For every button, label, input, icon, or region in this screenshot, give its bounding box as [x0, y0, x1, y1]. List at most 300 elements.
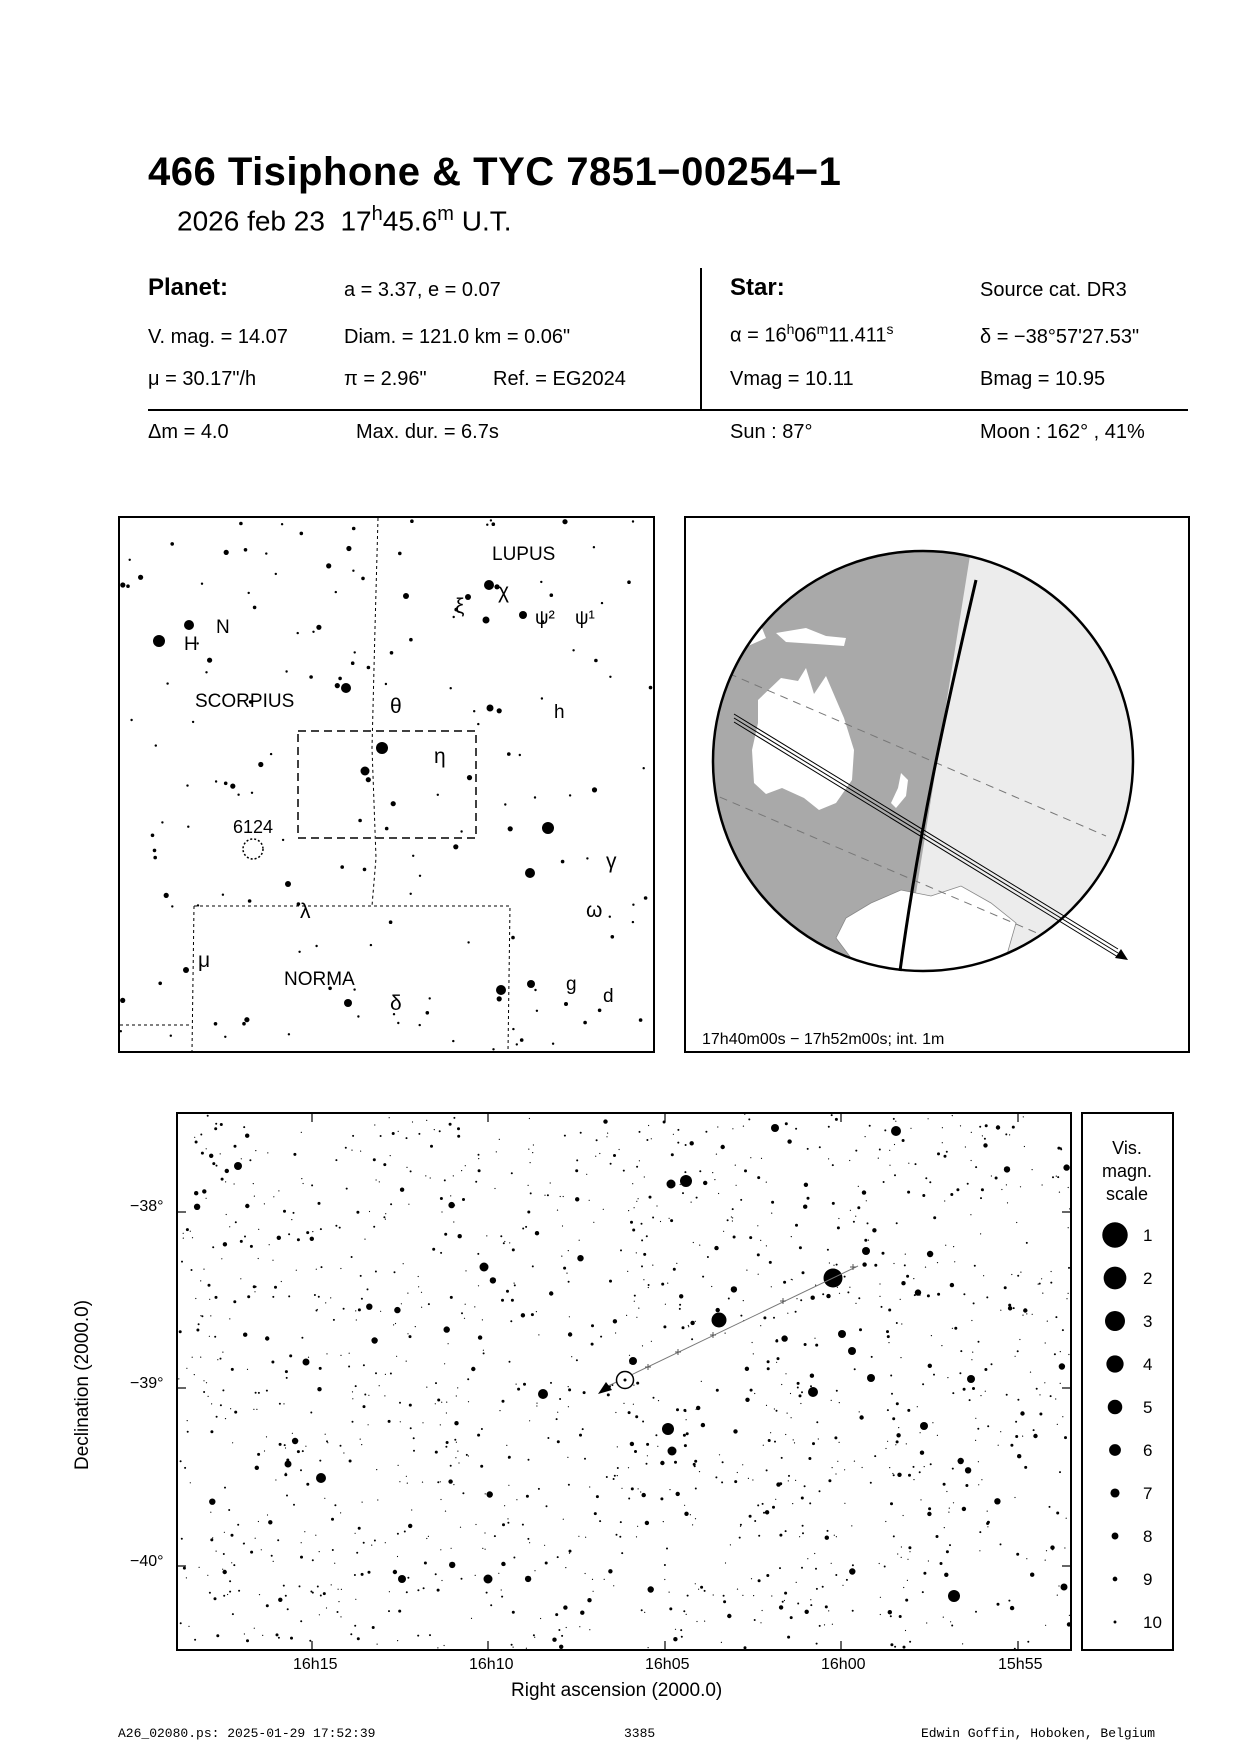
field-star	[277, 1236, 281, 1240]
field-star	[245, 1134, 249, 1138]
field-star	[407, 1483, 408, 1484]
field-star	[566, 1627, 567, 1628]
constellation-label-norma: NORMA	[284, 969, 355, 990]
field-star	[326, 1607, 327, 1608]
field-star	[374, 1124, 375, 1125]
field-star	[578, 1536, 579, 1537]
field-star	[809, 1502, 811, 1504]
field-star	[352, 1398, 353, 1399]
field-star	[959, 1372, 961, 1374]
finder-star	[497, 708, 502, 713]
field-star	[962, 1643, 963, 1644]
field-star	[948, 1590, 960, 1602]
field-star	[393, 1570, 397, 1574]
field-star	[314, 1294, 316, 1296]
scale-dot	[1114, 1621, 1117, 1624]
field-star	[628, 1411, 631, 1414]
field-star	[501, 1562, 505, 1566]
field-star	[1006, 1394, 1008, 1396]
field-star	[285, 1595, 287, 1597]
field-star	[892, 1473, 893, 1474]
field-star	[680, 1629, 682, 1631]
field-star	[357, 1637, 360, 1640]
field-star	[760, 1325, 761, 1326]
field-star	[532, 1152, 533, 1153]
field-star	[862, 1262, 866, 1266]
field-star	[643, 1253, 646, 1256]
field-star	[893, 1535, 895, 1537]
field-star	[369, 1211, 370, 1212]
star-dec: δ = −38°57'27.53"	[980, 326, 1140, 348]
field-star	[258, 1258, 259, 1259]
finder-star	[437, 794, 439, 796]
field-star	[774, 1441, 776, 1443]
field-star	[508, 1456, 511, 1459]
field-star	[946, 1491, 947, 1492]
field-star	[854, 1461, 855, 1462]
field-star	[1006, 1184, 1007, 1185]
field-star	[319, 1367, 322, 1370]
field-star	[231, 1562, 232, 1563]
field-star	[349, 1460, 352, 1463]
field-star	[379, 1181, 380, 1182]
field-star	[490, 1277, 496, 1283]
field-star	[398, 1131, 399, 1132]
finder-star	[244, 548, 248, 552]
page-title: 466 Tisiphone & TYC 7851−00254−1	[148, 150, 842, 194]
field-star	[616, 1534, 618, 1536]
field-star	[917, 1406, 918, 1407]
finder-star	[593, 546, 595, 548]
field-star	[962, 1507, 966, 1511]
field-star	[210, 1430, 213, 1433]
field-star	[209, 1499, 215, 1505]
field-star	[901, 1557, 902, 1558]
field-star	[1064, 1436, 1067, 1439]
finder-star	[519, 754, 521, 756]
field-star	[905, 1599, 908, 1602]
field-star	[698, 1589, 699, 1590]
field-star	[950, 1193, 953, 1196]
field-star	[893, 1474, 895, 1476]
field-star	[972, 1352, 973, 1353]
field-star	[244, 1633, 245, 1634]
field-star	[266, 1604, 269, 1607]
scale-label: 2	[1143, 1269, 1153, 1288]
field-star	[908, 1474, 911, 1477]
star-source-catalog: Source cat. DR3	[980, 279, 1127, 301]
finder-star	[536, 1010, 538, 1012]
field-star	[267, 1152, 268, 1153]
field-star	[851, 1525, 852, 1526]
field-star	[538, 1334, 539, 1335]
field-star	[1022, 1315, 1023, 1316]
field-star	[341, 1589, 342, 1590]
finder-star	[316, 625, 321, 630]
field-star	[337, 1611, 339, 1613]
minute-unit: m	[437, 203, 454, 225]
field-star	[340, 1268, 341, 1269]
field-star	[423, 1587, 425, 1589]
field-star	[216, 1634, 219, 1637]
field-star	[368, 1395, 369, 1396]
field-star	[700, 1586, 703, 1589]
field-star	[439, 1130, 441, 1132]
field-star	[385, 1219, 386, 1220]
field-star	[563, 1267, 566, 1270]
field-star	[617, 1446, 618, 1447]
field-star	[371, 1545, 372, 1546]
field-star	[995, 1177, 998, 1180]
field-star	[354, 1574, 356, 1576]
field-star	[186, 1228, 189, 1231]
field-star	[937, 1293, 940, 1296]
field-star	[810, 1599, 811, 1600]
field-star	[810, 1604, 812, 1606]
field-star	[397, 1533, 399, 1535]
finder-star	[285, 881, 291, 887]
xtick-16h05: 16h05	[645, 1656, 690, 1673]
field-star	[437, 1589, 440, 1592]
field-star	[975, 1418, 976, 1419]
field-star	[512, 1248, 515, 1251]
field-star	[717, 1126, 718, 1127]
field-star	[766, 1469, 768, 1471]
field-star	[1054, 1353, 1056, 1355]
field-star	[483, 1350, 484, 1351]
field-star	[412, 1121, 413, 1122]
field-star	[449, 1123, 452, 1126]
field-star	[499, 1410, 500, 1411]
field-star	[379, 1385, 380, 1386]
field-star	[832, 1202, 835, 1205]
field-star	[836, 1536, 837, 1537]
field-star	[828, 1158, 829, 1159]
planet-parallax: π = 2.96"	[344, 368, 427, 390]
field-star	[615, 1332, 616, 1333]
field-star	[757, 1176, 760, 1179]
field-star	[857, 1206, 860, 1209]
field-star	[364, 1394, 366, 1396]
finder-star	[520, 1038, 524, 1042]
field-star	[358, 1308, 361, 1311]
field-star	[732, 1208, 734, 1210]
finder-star	[315, 945, 317, 947]
field-star	[853, 1221, 855, 1223]
field-star	[568, 1388, 571, 1391]
finder-star	[525, 868, 535, 878]
finder-star	[161, 821, 163, 823]
field-star	[200, 1280, 201, 1281]
field-star	[220, 1404, 222, 1406]
field-star	[775, 1340, 778, 1343]
field-star	[229, 1226, 230, 1227]
field-star	[749, 1236, 752, 1239]
field-star	[928, 1560, 929, 1561]
field-star	[879, 1563, 880, 1564]
field-star	[928, 1118, 929, 1119]
field-star	[457, 1135, 460, 1138]
field-star	[844, 1276, 846, 1278]
field-star	[183, 1233, 184, 1234]
field-star	[979, 1531, 981, 1533]
field-star	[822, 1586, 824, 1588]
field-star	[589, 1200, 590, 1201]
field-star	[358, 1527, 361, 1530]
field-star	[351, 1150, 352, 1151]
field-star	[533, 1634, 535, 1636]
field-star	[673, 1134, 674, 1135]
field-star	[267, 1514, 268, 1515]
finder-star	[253, 606, 257, 610]
field-star	[278, 1637, 280, 1639]
field-star	[978, 1461, 979, 1462]
field-star	[837, 1226, 840, 1229]
finder-star	[512, 1028, 514, 1030]
field-star	[418, 1133, 420, 1135]
field-star	[922, 1383, 924, 1385]
field-star	[695, 1583, 696, 1584]
field-star	[444, 1326, 450, 1332]
field-star	[428, 1303, 430, 1305]
field-star	[1068, 1267, 1070, 1269]
field-star	[482, 1548, 483, 1549]
field-star	[705, 1131, 707, 1133]
field-star	[915, 1163, 917, 1165]
field-star	[300, 1620, 302, 1622]
field-star	[444, 1363, 445, 1364]
field-star	[1008, 1600, 1010, 1602]
star-label-psi2: ψ²	[535, 608, 555, 629]
field-star	[455, 1457, 456, 1458]
finder-star	[564, 1002, 568, 1006]
field-star	[799, 1536, 800, 1537]
field-star	[987, 1521, 990, 1524]
field-star	[745, 1367, 749, 1371]
field-star	[879, 1149, 881, 1151]
field-star	[325, 1302, 326, 1303]
field-star	[975, 1440, 976, 1441]
field-star	[639, 1160, 640, 1161]
field-star	[667, 1283, 668, 1284]
finder-star	[561, 860, 565, 864]
field-star	[900, 1357, 901, 1358]
field-star	[619, 1149, 620, 1150]
field-star	[682, 1192, 684, 1194]
field-star	[970, 1214, 971, 1215]
field-star	[626, 1315, 627, 1316]
field-star	[220, 1358, 222, 1360]
field-star	[996, 1125, 1000, 1129]
field-star	[343, 1308, 345, 1310]
field-star	[723, 1231, 724, 1232]
field-star	[216, 1165, 218, 1167]
field-star	[842, 1585, 843, 1586]
field-star	[585, 1573, 586, 1574]
field-star	[291, 1219, 292, 1220]
field-star	[971, 1359, 972, 1360]
field-star	[224, 1532, 225, 1533]
field-star	[360, 1151, 361, 1152]
field-star	[790, 1616, 793, 1619]
field-star	[445, 1446, 447, 1448]
field-star	[661, 1283, 664, 1286]
finder-star	[285, 670, 287, 672]
field-star	[1015, 1356, 1016, 1357]
field-star	[1055, 1398, 1056, 1399]
finder-star	[611, 935, 615, 939]
field-star	[529, 1542, 530, 1543]
field-star	[558, 1629, 560, 1631]
field-star	[888, 1342, 889, 1343]
field-star	[465, 1165, 466, 1166]
field-star	[766, 1574, 769, 1577]
star-vmag: Vmag = 10.11	[730, 368, 854, 390]
field-star	[965, 1467, 971, 1473]
field-star	[834, 1535, 835, 1536]
field-star	[749, 1515, 752, 1518]
field-star	[1005, 1133, 1007, 1135]
field-star	[981, 1188, 984, 1191]
field-star	[454, 1439, 456, 1441]
field-star	[312, 1559, 314, 1561]
field-star	[593, 1222, 594, 1223]
field-star	[761, 1158, 762, 1159]
finder-star	[403, 593, 409, 599]
field-star	[617, 1467, 619, 1469]
field-star	[603, 1119, 607, 1123]
field-star	[956, 1188, 959, 1191]
field-star	[209, 1154, 213, 1158]
field-star	[690, 1141, 694, 1145]
field-star	[795, 1311, 797, 1313]
field-star	[671, 1153, 674, 1156]
field-star	[736, 1185, 737, 1186]
field-star	[640, 1491, 641, 1492]
field-star	[965, 1484, 968, 1487]
field-star	[652, 1217, 654, 1219]
field-star	[535, 1231, 539, 1235]
field-star	[696, 1621, 697, 1622]
field-star	[890, 1643, 893, 1646]
field-star	[453, 1221, 454, 1222]
field-star	[954, 1261, 955, 1262]
field-star	[907, 1409, 910, 1412]
field-star	[410, 1427, 412, 1429]
field-star	[815, 1568, 817, 1570]
field-star	[190, 1482, 191, 1483]
finder-star	[358, 819, 362, 823]
field-star	[304, 1531, 305, 1532]
header-vertical-divider	[700, 268, 702, 409]
field-star	[272, 1260, 273, 1261]
finder-star	[492, 522, 496, 526]
field-star	[721, 1145, 725, 1149]
field-star	[743, 1126, 744, 1127]
field-star	[657, 1446, 658, 1447]
finder-star	[244, 1017, 249, 1022]
field-star	[274, 1286, 277, 1289]
field-star	[660, 1461, 664, 1465]
field-star	[628, 1498, 630, 1500]
field-star	[920, 1422, 928, 1430]
field-star	[837, 1287, 838, 1288]
finder-star	[550, 593, 554, 597]
star-label-g: g	[566, 974, 577, 995]
field-star	[494, 1188, 495, 1189]
field-star	[1014, 1497, 1015, 1498]
field-star	[323, 1592, 326, 1595]
field-star	[527, 1538, 529, 1540]
field-star	[686, 1432, 689, 1435]
field-star	[559, 1645, 563, 1649]
field-star	[740, 1524, 742, 1526]
field-star	[195, 1141, 198, 1144]
asteroid-track-line	[604, 1266, 858, 1388]
field-star	[1010, 1606, 1014, 1610]
field-star	[634, 1207, 635, 1208]
field-star	[791, 1236, 792, 1237]
scale-dot	[1104, 1267, 1127, 1290]
field-star	[632, 1229, 635, 1232]
field-star	[1017, 1399, 1019, 1401]
finder-star	[155, 744, 157, 746]
field-star	[978, 1484, 979, 1485]
field-star	[997, 1603, 1000, 1606]
field-star	[1020, 1272, 1021, 1273]
field-star	[375, 1271, 377, 1273]
field-star	[679, 1294, 683, 1298]
field-star	[316, 1473, 326, 1483]
finder-star	[184, 620, 194, 630]
field-star	[229, 1318, 230, 1319]
xtick-15h55: 15h55	[998, 1656, 1043, 1673]
field-star	[305, 1446, 306, 1447]
field-star	[781, 1384, 782, 1385]
field-star	[377, 1499, 378, 1500]
field-star	[946, 1151, 948, 1153]
field-star	[637, 1526, 638, 1527]
field-star	[1032, 1314, 1033, 1315]
field-star	[944, 1573, 948, 1577]
field-star	[620, 1521, 622, 1523]
finder-star	[237, 794, 239, 796]
field-star	[464, 1318, 465, 1319]
field-star	[1056, 1512, 1059, 1515]
field-star	[187, 1431, 189, 1433]
field-star	[748, 1118, 750, 1120]
finder-star	[598, 1009, 602, 1013]
field-star	[361, 1573, 364, 1576]
field-star	[748, 1478, 749, 1479]
field-star	[258, 1521, 259, 1522]
field-star	[704, 1621, 705, 1622]
field-star	[1045, 1560, 1046, 1561]
field-star	[779, 1534, 782, 1537]
scale-label: 7	[1143, 1484, 1153, 1503]
field-star	[969, 1399, 971, 1401]
field-star	[716, 1389, 719, 1392]
finder-star	[205, 671, 207, 673]
field-star	[591, 1343, 594, 1346]
field-star	[1055, 1316, 1057, 1318]
field-star	[194, 1191, 198, 1195]
field-star	[907, 1191, 910, 1194]
field-star	[399, 1402, 401, 1404]
field-star	[432, 1248, 435, 1251]
field-star	[575, 1197, 579, 1201]
field-star	[364, 1239, 365, 1240]
